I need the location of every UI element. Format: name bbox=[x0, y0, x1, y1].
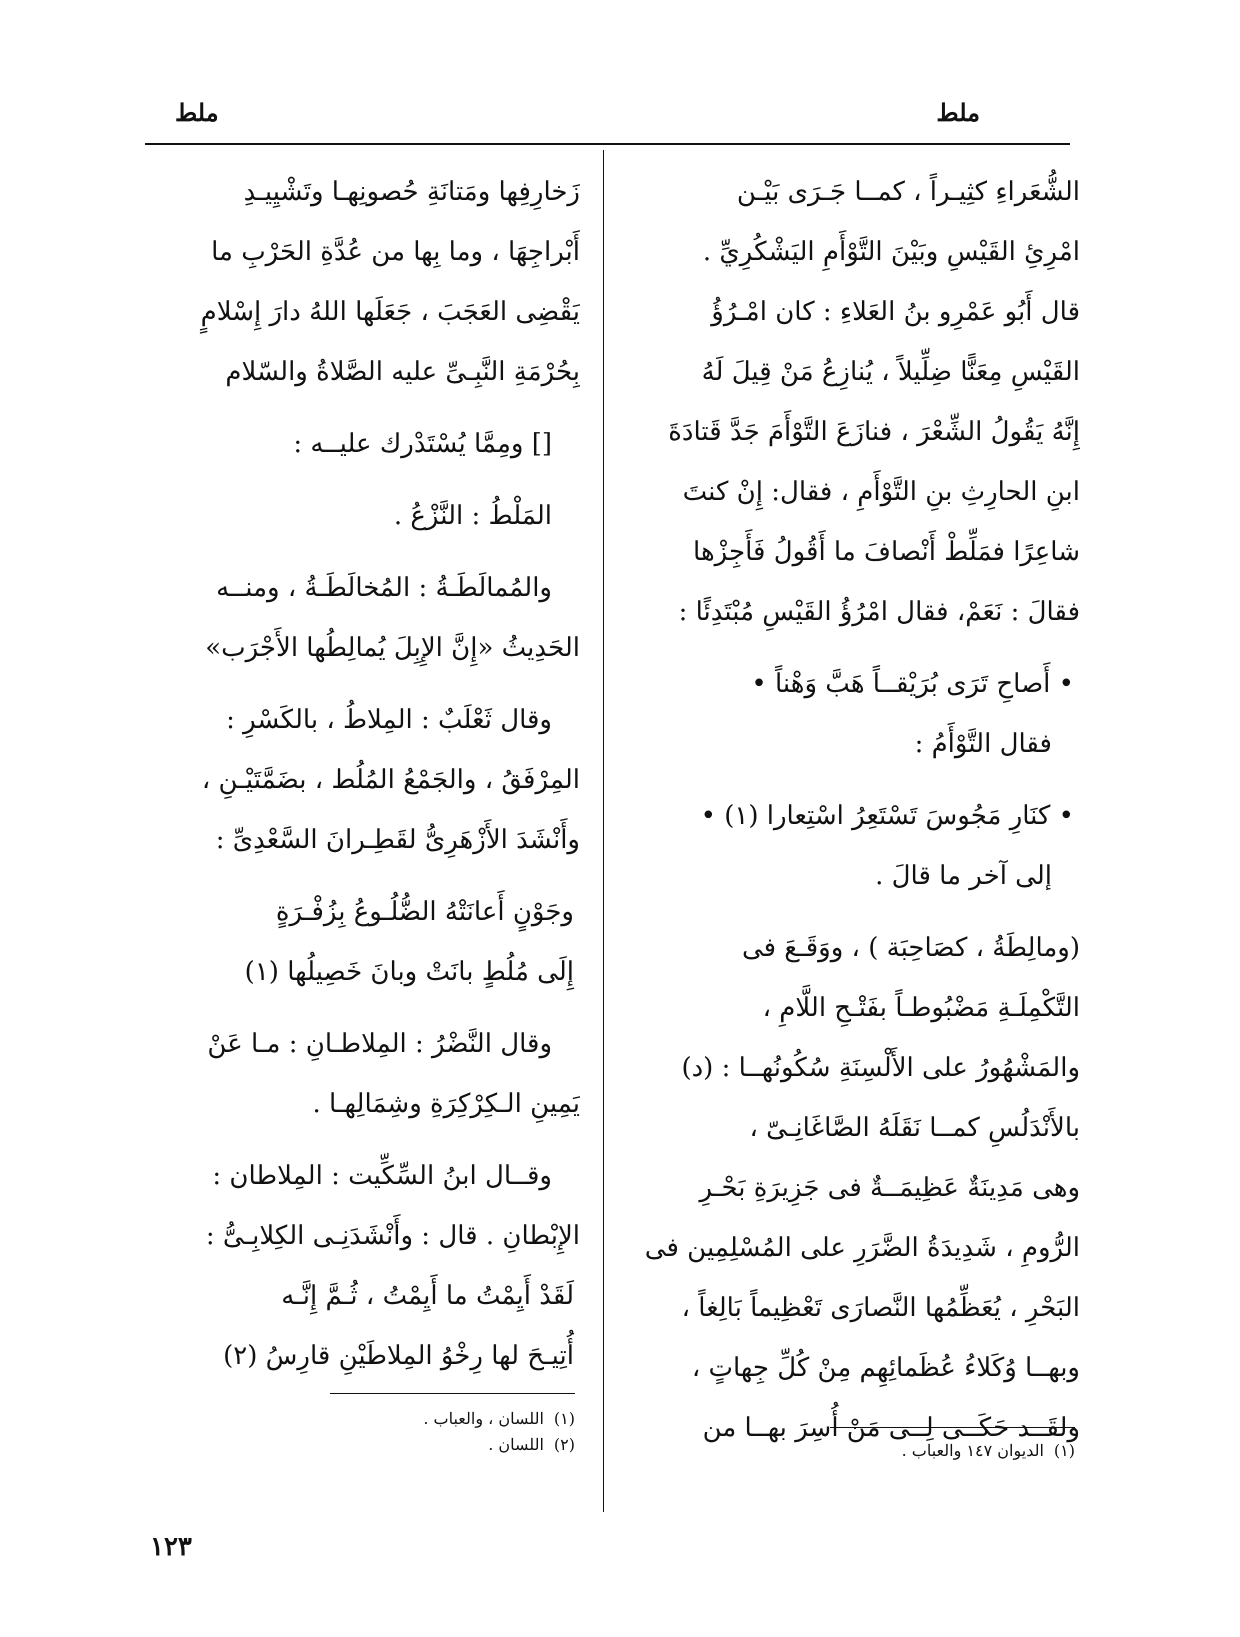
footnote-text: اللسان . bbox=[488, 1435, 544, 1454]
column-divider bbox=[603, 150, 604, 1512]
text-line: يَقْضِى العَجَبَ ، جَعَلَها اللهُ دارَ إِسْلامٍ bbox=[200, 297, 580, 327]
footnote bbox=[645, 1438, 1075, 1464]
text-line: الرُّومِ ، شَدِيدَةُ الضَّرَرِ على المُسْلِمِين فى bbox=[644, 1233, 1080, 1263]
footnote-number: (٢) bbox=[553, 1435, 575, 1454]
verse-line: إِلَى مُلُطٍ بانَتْ وبانَ خَصِيلُها (١) bbox=[244, 957, 574, 987]
verse-line: أُتِيـحَ لها رِخْوُ المِلاطَيْنِ قارِسُ (٢) bbox=[223, 1341, 574, 1371]
text-line: قال أَبُو عَمْرِو بنُ العَلاءِ : كان امْـرُؤُ bbox=[711, 297, 1080, 327]
text-line: المَلْطُ : النَّزْعُ . bbox=[393, 501, 552, 531]
text-line: ابنِ الحارِثِ بنِ التَّوْأَمِ ، فقال: إِنْ كنتَ bbox=[682, 477, 1080, 507]
footnote-number: (١) bbox=[1053, 1441, 1075, 1460]
text-line: بالأَنْدَلُسِ كمــا نَقَلَهُ الصَّاغَانِـىّ ، bbox=[749, 1113, 1080, 1143]
text-line: فقالَ : نَعَمْ، فقال امْرُؤُ القَيْسِ مُبْتَدِئًا : bbox=[678, 597, 1080, 627]
footnote-text: الديوان ١٤٧ والعباب . bbox=[901, 1441, 1044, 1460]
text-line: البَحْرِ ، يُعَظِّمُها النَّصارَى تَعْظِيماً بَالِغاً ، bbox=[681, 1293, 1080, 1323]
text-line: الشُّعَراءِ كثِيـراً ، كمــا جَـرَى بَيْـن bbox=[736, 177, 1080, 207]
text-line: أَبْراجِهَا ، وما بِها من عُدَّةِ الحَرْبِ ما bbox=[211, 237, 580, 267]
page-number: ١٢٣ bbox=[150, 1532, 192, 1562]
text-line: شاعِرًا فمَلِّطْ أَنْصافَ ما أَقُولُ فَأَجِزْها bbox=[693, 537, 1080, 567]
text-line: الإِبْطانِ . قال : وأَنْشَدَنِـى الكِلابِـىُّ : bbox=[205, 1221, 580, 1251]
section-heading: [] ومِمَّا يُسْتَدْرك عليــه : bbox=[293, 429, 552, 459]
text-line: التَّكْمِلَـةِ مَضْبُوطـاً بفَتْـحِ اللَّامِ ، bbox=[762, 993, 1080, 1023]
text-line: وهى مَدِينَةٌ عَظِيمَــةٌ فى جَزِيرَةِ بَحْـرِ bbox=[699, 1173, 1080, 1203]
text-line: فقال التَّوْأَمُ : bbox=[914, 729, 1052, 759]
text-line: وقــال ابنُ السِّكِّيت : المِلاطان : bbox=[212, 1161, 552, 1191]
footnote-text: اللسان ، والعباب . bbox=[423, 1409, 544, 1428]
verse-line: • كنَارِ مَجُوسَ تَسْتَعِرُ اسْتِعارا (١) • bbox=[700, 801, 1074, 831]
verse-line: • أَصاحِ تَرَى بُرَيْقــاً هَبَّ وَهْناً • bbox=[751, 669, 1074, 699]
text-line: (ومالِطَةُ ، كصَاحِبَة ) ، ووَقَـعَ فى bbox=[741, 933, 1080, 963]
text-line: والمَشْهُورُ على الأَلْسِنَةِ سُكُونُهــا : (د) bbox=[681, 1053, 1080, 1083]
text-line: وبهــا وُكَلاءُ عُظَمائِهِم مِنْ كُلِّ جِهاتٍ ، bbox=[691, 1353, 1080, 1383]
text-line: امْرِئِ القَيْسِ وبَيْنَ التَّوْأَمِ اليَشْكُرِيِّ . bbox=[702, 237, 1080, 267]
text-line: بِحُرْمَةِ النَّبِـىِّ عليه الصَّلاةُ والسّلام bbox=[225, 357, 580, 387]
text-line: إِنَّهُ يَقُولُ الشِّعْرَ ، فنازَعَ التَّوْأَمَ جَدَّ قَتادَةَ bbox=[668, 417, 1080, 447]
left-column bbox=[145, 162, 580, 1386]
text-line: والمُمالَطَـةُ : المُخالَطَـةُ ، ومنــه bbox=[216, 573, 552, 603]
text-line: زَخارِفِها ومَتانَةِ حُصونِهـا وتَشْيِيـدِ bbox=[243, 177, 580, 207]
right-column bbox=[630, 162, 1080, 1458]
text-line: ولقَــد حَكَــى لِــى مَنْ أُسِرَ بهــا من bbox=[702, 1413, 1080, 1443]
footnote-rule-left bbox=[330, 1393, 575, 1394]
verse-line: وجَوْنٍ أَعانَتْهُ الضُّلُـوعُ بِزُفْـرَةٍ bbox=[275, 897, 574, 927]
running-head-left: ملط bbox=[175, 98, 219, 127]
text-line: إلى آخر ما قالَ . bbox=[875, 861, 1052, 891]
running-head-right: ملط bbox=[936, 98, 980, 127]
footnote-number: (١) bbox=[553, 1409, 575, 1428]
text-line: وأَنْشَدَ الأَزْهَرِىُّ لقَطِـرانَ السَّعْدِىِّ : bbox=[215, 825, 580, 855]
header-rule bbox=[145, 143, 1070, 145]
footnotes-left bbox=[145, 1406, 575, 1458]
verse-line: لَقَدْ أَيِمْتُ ما أَيِمْتُ ، ثُـمَّ إِنَّـه bbox=[281, 1281, 574, 1311]
footnote bbox=[145, 1406, 575, 1432]
footnote bbox=[145, 1432, 575, 1458]
footnote-rule-right bbox=[830, 1427, 1075, 1428]
footnotes-right bbox=[645, 1438, 1075, 1464]
text-line: وقال النَّضْرُ : المِلاطـانِ : مـا عَنْ bbox=[207, 1029, 552, 1059]
text-line: الحَدِيثُ «إِنَّ الإِبِلَ يُمالِطُها الأَجْرَب» bbox=[205, 633, 580, 663]
text-line: يَمِينِ الـكِرْكِرَةِ وشِمَالِهـا . bbox=[312, 1089, 580, 1119]
text-line: وقال ثَعْلَبٌ : المِلاطُ ، بالكَسْرِ : bbox=[226, 705, 552, 735]
text-line: القَيْسِ مِعَنًّا ضِلِّيلاً ، يُنازِعُ مَنْ قِيلَ لَهُ bbox=[701, 357, 1080, 387]
text-line: المِرْفَقُ ، والجَمْعُ المُلُط ، بضَمَّتَيْـنِ ، bbox=[201, 765, 580, 795]
